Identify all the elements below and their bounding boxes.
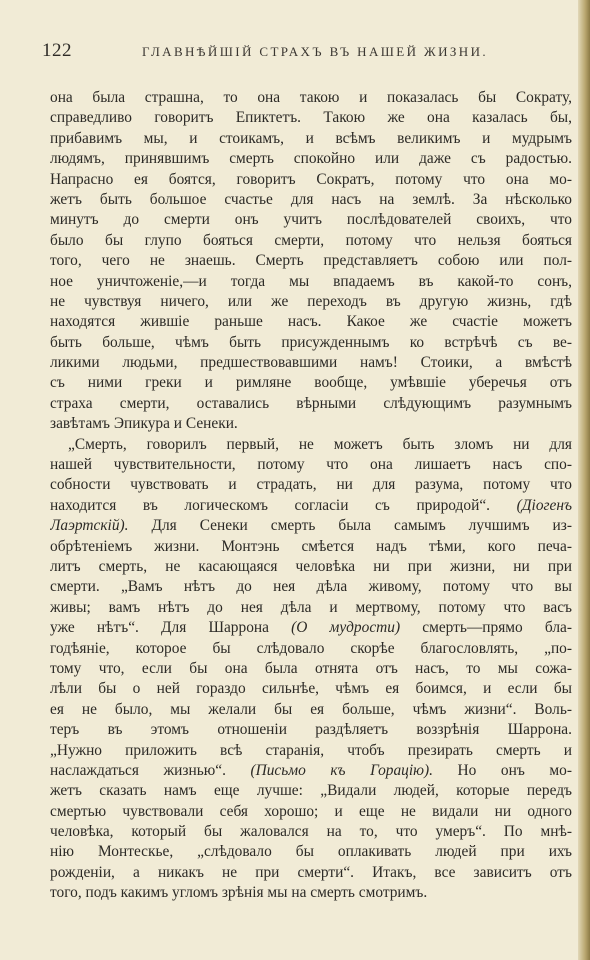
text-line: ея не было, мы желали бы ея больше, чѣмъ жизни“. Воль-	[50, 700, 572, 718]
text-fragment: уже нѣтъ“. Для Шаррона	[50, 619, 269, 637]
text-line: того, чего не знаешь. Смерть представляетъ собою или пол-	[50, 252, 572, 270]
text-line: она была страшна, то она такою и показалась бы Сократу,	[50, 89, 572, 106]
text-line: нію Монтескье, „слѣдовало бы оплакивать людей при ихъ	[50, 843, 572, 861]
text-line: людямъ, принявшимъ смерть спокойно или даже съ радостью.	[50, 150, 572, 168]
body-text	[50, 88, 572, 904]
page-edge	[578, 0, 590, 960]
text-fragment: Для Сенеки смерть была самымъ лучшимъ из-	[151, 517, 572, 535]
text-line	[50, 496, 572, 516]
text-line: прибавимъ мы, и стоикамъ, и всѣмъ великимъ и мудрымъ	[50, 129, 572, 147]
text-line: ное уничтоженіе,—и тогда мы впадаемъ въ какой-то сонъ,	[50, 272, 572, 290]
text-line	[50, 516, 572, 536]
text-line: живы; вамъ нѣтъ до нея дѣла и мертвому, потому что васъ	[50, 598, 572, 616]
text-line: теръ въ этомъ отношеніи раздѣляетъ воззрѣнія Шаррона.	[50, 721, 572, 739]
citation-italic: Лаэртскій).	[50, 517, 129, 535]
text-line: съ ними греки и римляне вообще, умѣвшіе уберечья отъ	[50, 374, 572, 392]
text-line: смертью чувствовали себя хорошо; и еще не видали ни одного	[50, 802, 572, 820]
citation-italic: (О мудрости)	[291, 619, 401, 637]
citation-italic: (Письмо къ Горацію).	[250, 761, 433, 779]
text-fragment: находится въ логическомъ согласіи съ природой“.	[50, 496, 491, 514]
text-line: справедливо говоритъ Епиктетъ. Такою же она казалась бы,	[50, 109, 572, 127]
text-line: „Смерть, говорилъ первый, не можетъ быть зломъ ни для	[68, 435, 572, 453]
text-line: было бы глупо бояться смерти, потому что нельзя бояться	[50, 231, 572, 249]
text-fragment: Но онъ мо-	[457, 761, 572, 779]
page-number: 122	[42, 40, 72, 61]
text-line: тому что, если бы она была отнята отъ насъ, то мы сожа-	[50, 659, 572, 677]
text-line: „Нужно приложить всѣ старанія, чтобъ презирать смерть и	[50, 741, 572, 759]
text-line	[50, 618, 572, 638]
text-line: годѣяніе, которое бы слѣдовало скорѣе благословлять, „по-	[50, 639, 572, 657]
text-line: жетъ сказать намъ еще лучше: „Видали людей, которые передъ	[50, 782, 572, 800]
text-line: находятся жившіе раньше насъ. Какое же счастіе можетъ	[50, 313, 572, 331]
text-line: жетъ быть большое счастье для насъ на землѣ. За нѣсколько	[50, 190, 572, 208]
text-line	[50, 761, 572, 781]
text-line: рожденіи, а никакъ не при смерти“. Итакъ, все зависитъ отъ	[50, 863, 572, 881]
text-line: минутъ до смерти онъ учитъ послѣдователей своихъ, что	[50, 211, 572, 229]
citation-italic: (Діогенъ	[516, 496, 572, 514]
text-line: ликими людьми, предшествовавшими намъ! Стоики, а вмѣстѣ	[50, 354, 572, 372]
running-title: ГЛАВНѢЙШІЙ СТРАХЪ ВЪ НАШЕЙ ЖИЗНИ.	[142, 44, 489, 59]
text-line: не чувствуя ничего, или же переходъ въ другую жизнь, гдѣ	[50, 292, 572, 310]
text-line: литъ смерть, не касающаяся человѣка ни при жизни, ни при	[50, 557, 572, 575]
page-header	[42, 40, 567, 64]
text-line: нашей чувствительности, потому что она лишаетъ насъ спо-	[50, 456, 572, 474]
text-line: того, подъ какимъ угломъ зрѣнія мы на смерть смотримъ.	[50, 884, 428, 902]
text-line: страха смерти, оставались вѣрными слѣдующимъ разумнымъ	[50, 394, 572, 412]
text-line: обрѣтеніемъ жизни. Монтэнь смѣется надъ тѣми, кого печа-	[50, 537, 572, 555]
text-line: быть больше, чѣмъ быть присужденнымъ ко встрѣчѣ съ ве-	[50, 333, 572, 351]
text-line: лѣли бы о ней гораздо сильнѣе, чѣмъ ея боимся, и если бы	[50, 680, 572, 698]
text-fragment: наслаждаться жизнью“.	[50, 761, 226, 779]
text-line: собности чувствовать и страдать, ни для разума, потому что	[50, 476, 572, 494]
text-line: человѣка, который бы жаловался на то, что умеръ“. По мнѣ-	[50, 823, 572, 841]
text-line: Напрасно ея боятся, говоритъ Сократъ, потому что она мо-	[50, 170, 572, 188]
text-fragment: смерть—прямо бла-	[422, 619, 572, 637]
text-line: смерти. „Вамъ нѣтъ до нея дѣла живому, потому что вы	[50, 578, 572, 596]
text-line: завѣтамъ Эпикура и Сенеки.	[50, 415, 238, 433]
